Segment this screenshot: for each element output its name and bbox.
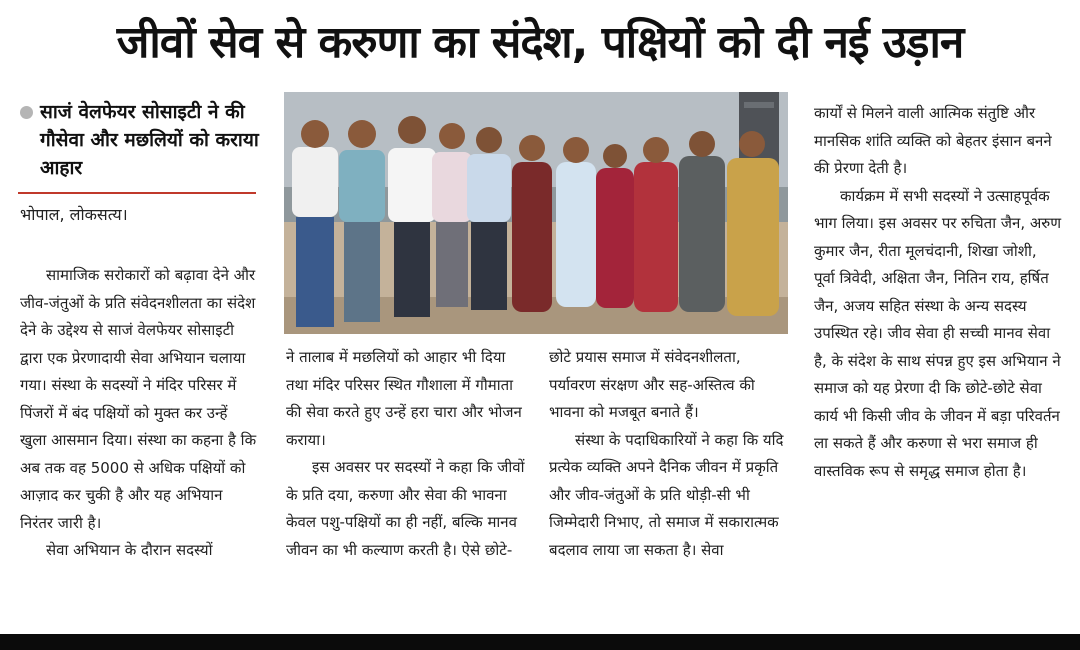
- group-photo: [284, 92, 788, 334]
- paragraph: ने तालाब में मछलियों को आहार भी दिया तथा मंदिर परिसर स्थित गौशाला में गौमाता की सेवा करते हुए उन्हें हरा चारा और भोजन कराया।: [286, 348, 522, 449]
- people-figures: [292, 116, 779, 327]
- article-column-1: [20, 262, 258, 565]
- subheadline: [20, 98, 260, 182]
- article-column-3: [549, 344, 789, 564]
- article-column-4: [814, 100, 1062, 485]
- bullet-icon: [20, 106, 33, 119]
- red-divider: [18, 192, 256, 194]
- group-photo-illustration: [284, 92, 788, 334]
- paragraph: सामाजिक सरोकारों को बढ़ावा देने और जीव-जंतुओं के प्रति संवेदनशीलता का संदेश देने के उद्देश्य से साजं वेलफेयर सोसाइटी द्वारा एक प्रेरणादायी सेवा अभियान चलाया गया। संस्था के सदस्यों ने मंदिर परिसर में पिंजरों में बंद पक्षियों को मुक्त कर उन्हें खुला आसमान दिया। संस्था का कहना है कि अब तक वह 5000 से अधिक पक्षियों को आज़ाद कर चुकी है और यह अभियान निरंतर जारी है।: [20, 266, 257, 532]
- bottom-border: [0, 634, 1080, 650]
- paragraph: कार्यक्रम में सभी सदस्यों ने उत्साहपूर्वक भाग लिया। इस अवसर पर रुचिता जैन, अरुण कुमार जैन, रीता मूलचंदानी, शिखा जोशी, पूर्वा त्रिवेदी, अक्षिता जैन, नितिन राय, हर्षित जैन, अजय सहित संस्था के अन्य सदस्य उपस्थित रहे। जीव सेवा ही सच्ची मानव सेवा है, के संदेश के साथ संपन्न हुए इस अभियान ने समाज को यह प्रेरणा दी कि छोटे-छोटे सेवा कार्य भी किसी जीव के जीवन में बड़ा परिवर्तन ला सकते हैं और करुणा से भरा समाज ही वास्तविक रूप से समृद्ध समाज होता है।: [814, 186, 1062, 480]
- paragraph: इस अवसर पर सदस्यों ने कहा कि जीवों के प्रति दया, करुणा और सेवा की भावना केवल पशु-पक्षियों का ही नहीं, बल्कि मानव जीवन का भी कल्याण करती है। ऐसे छोटे-: [286, 458, 525, 559]
- headline: जीवों सेव से करुणा का संदेश, पक्षियों को दी नई उड़ान: [116, 17, 964, 68]
- paragraph: छोटे प्रयास समाज में संवेदनशीलता, पर्यावरण संरक्षण और सह-अस्तित्व की भावना को मजबूत बनाते हैं।: [549, 348, 755, 421]
- paragraph: कार्यों से मिलने वाली आत्मिक संतुष्टि और मानसिक शांति व्यक्ति को बेहतर इंसान बनने की प्रेरणा देती है।: [814, 104, 1052, 177]
- subheadline-text: साजं वेलफेयर सोसाइटी ने की गौसेवा और मछलियों को कराया आहार: [40, 101, 259, 179]
- paragraph: सेवा अभियान के दौरान सदस्यों: [46, 541, 213, 559]
- dateline: भोपाल, लोकसत्य।: [20, 205, 128, 224]
- paragraph: संस्था के पदाधिकारियों ने कहा कि यदि प्रत्येक व्यक्ति अपने दैनिक जीवन में प्रकृति और जीव-जंतुओं के प्रति थोड़ी-सी भी जिम्मेदारी निभाए, तो समाज में सकारात्मक बदलाव लाया जा सकता है। सेवा: [549, 430, 784, 559]
- article-column-2: [286, 344, 526, 564]
